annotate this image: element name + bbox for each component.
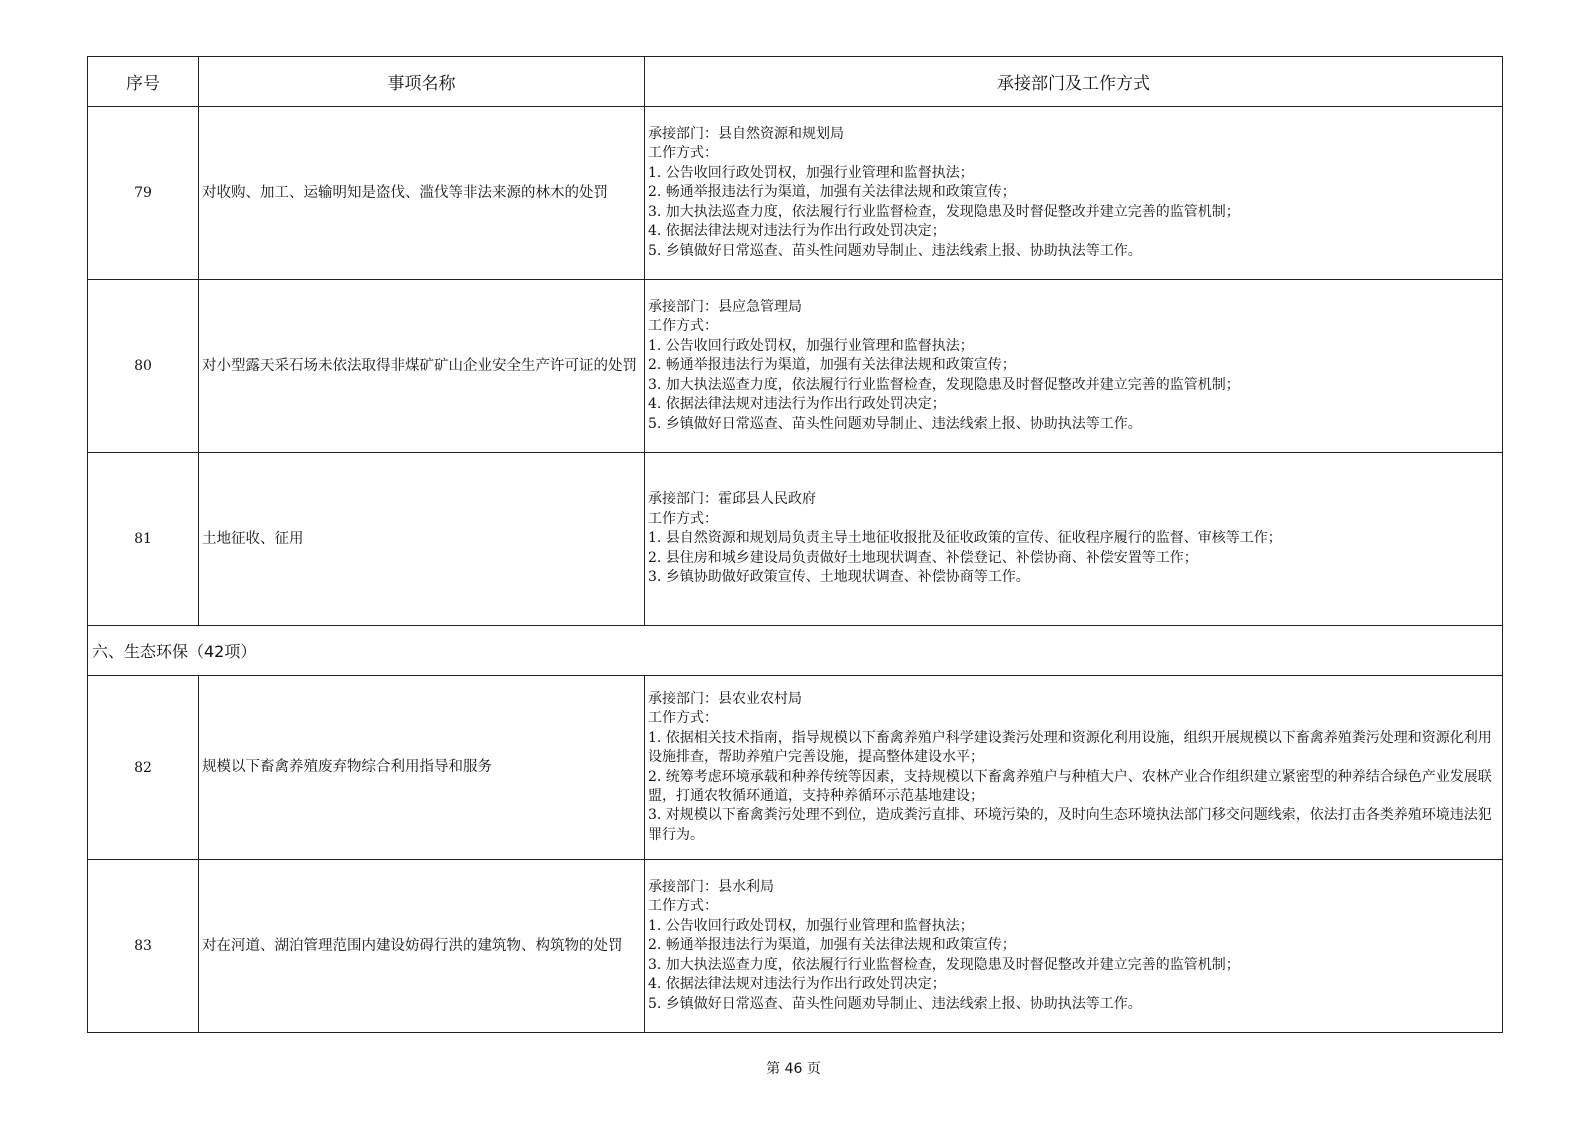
work-line: 承接部门：县应急管理局 [648, 299, 802, 316]
row-work [645, 676, 1503, 860]
work-line: 5. 乡镇做好日常巡查、苗头性问题劝导制止、违法线索上报、协助执法等工作。 [648, 995, 1142, 1012]
work-line: 承接部门：县水利局 [648, 879, 774, 896]
work-line: 工作方式： [648, 510, 718, 527]
items-table [87, 56, 1503, 1033]
work-line: 3. 加大执法巡查力度，依法履行行业监督检查，发现隐患及时督促整改并建立完善的监管机制； [648, 956, 1240, 973]
row-name: 规模以下畜禽养殖废弃物综合利用指导和服务 [199, 676, 645, 860]
work-line: 工作方式： [648, 145, 718, 162]
work-line: 1. 县自然资源和规划局负责主导土地征收报批及征收政策的宣传、征收程序履行的监督、审核等工作； [648, 530, 1282, 547]
work-line: 1. 依据相关技术指南，指导规模以下畜禽养殖户科学建设粪污处理和资源化利用设施，组织开展规模以下畜禽养殖粪污处理和资源化利用设施排查，帮助养殖户完善设施，提高整体建设水平； [648, 729, 1492, 766]
work-line: 承接部门：县自然资源和规划局 [648, 126, 844, 143]
row-no: 82 [88, 676, 199, 860]
table-row [88, 453, 1503, 626]
header-row [88, 57, 1503, 107]
work-line: 5. 乡镇做好日常巡查、苗头性问题劝导制止、违法线索上报、协助执法等工作。 [648, 415, 1142, 432]
work-line: 工作方式： [648, 710, 718, 727]
work-line: 1. 公告收回行政处罚权，加强行业管理和监督执法； [648, 337, 974, 354]
work-line: 工作方式： [648, 318, 718, 335]
work-line: 3. 加大执法巡查力度，依法履行行业监督检查，发现隐患及时督促整改并建立完善的监管机制； [648, 376, 1240, 393]
header-no: 序号 [88, 57, 199, 107]
work-line: 1. 公告收回行政处罚权，加强行业管理和监督执法； [648, 164, 974, 181]
row-work [645, 107, 1503, 280]
row-work [645, 860, 1503, 1033]
work-line: 2. 畅通举报违法行为渠道，加强有关法律法规和政策宣传； [648, 184, 1016, 201]
row-name: 对小型露天采石场未依法取得非煤矿矿山企业安全生产许可证的处罚 [199, 280, 645, 453]
row-name: 对在河道、湖泊管理范围内建设妨碍行洪的建筑物、构筑物的处罚 [199, 860, 645, 1033]
header-work: 承接部门及工作方式 [645, 57, 1503, 107]
work-line: 3. 乡镇协助做好政策宣传、土地现状调查、补偿协商等工作。 [648, 569, 1030, 586]
row-work [645, 280, 1503, 453]
row-no: 83 [88, 860, 199, 1033]
row-no: 81 [88, 453, 199, 626]
work-line: 3. 对规模以下畜禽粪污处理不到位，造成粪污直排、环境污染的，及时向生态环境执法部门移交问题线索，依法打击各类养殖环境违法犯罪行为。 [648, 807, 1492, 843]
work-line: 2. 统筹考虑环境承载和种养传统等因素，支持规模以下畜禽养殖户与种植大户、农林产业合作组织建立紧密型的种养结合绿色产业发展联盟，打通农牧循环通道，支持种养循环示范基地建设； [648, 768, 1492, 804]
row-no: 79 [88, 107, 199, 280]
section-title: 六、生态环保（42项） [88, 626, 1503, 676]
row-no: 80 [88, 280, 199, 453]
table-row [88, 860, 1503, 1033]
row-work [645, 453, 1503, 626]
work-line: 工作方式： [648, 898, 718, 915]
work-line: 3. 加大执法巡查力度，依法履行行业监督检查，发现隐患及时督促整改并建立完善的监管机制； [648, 203, 1240, 220]
work-line: 2. 畅通举报违法行为渠道，加强有关法律法规和政策宣传； [648, 357, 1016, 374]
work-line: 承接部门：霍邱县人民政府 [648, 491, 816, 508]
table-row [88, 676, 1503, 860]
work-line: 2. 县住房和城乡建设局负责做好土地现状调查、补偿登记、补偿协商、补偿安置等工作； [648, 549, 1198, 566]
table-row [88, 280, 1503, 453]
work-line: 4. 依据法律法规对违法行为作出行政处罚决定； [648, 976, 946, 993]
row-name: 土地征收、征用 [199, 453, 645, 626]
section-row [88, 626, 1503, 676]
work-line: 1. 公告收回行政处罚权，加强行业管理和监督执法； [648, 917, 974, 934]
table-row [88, 107, 1503, 280]
page-number: 第 46 页 [766, 1061, 821, 1077]
work-line: 5. 乡镇做好日常巡查、苗头性问题劝导制止、违法线索上报、协助执法等工作。 [648, 242, 1142, 259]
work-line: 承接部门：县农业农村局 [648, 690, 802, 707]
row-name: 对收购、加工、运输明知是盗伐、滥伐等非法来源的林木的处罚 [199, 107, 645, 280]
header-name: 事项名称 [199, 57, 645, 107]
work-line: 4. 依据法律法规对违法行为作出行政处罚决定； [648, 396, 946, 413]
work-line: 4. 依据法律法规对违法行为作出行政处罚决定； [648, 223, 946, 240]
work-line: 2. 畅通举报违法行为渠道，加强有关法律法规和政策宣传； [648, 937, 1016, 954]
